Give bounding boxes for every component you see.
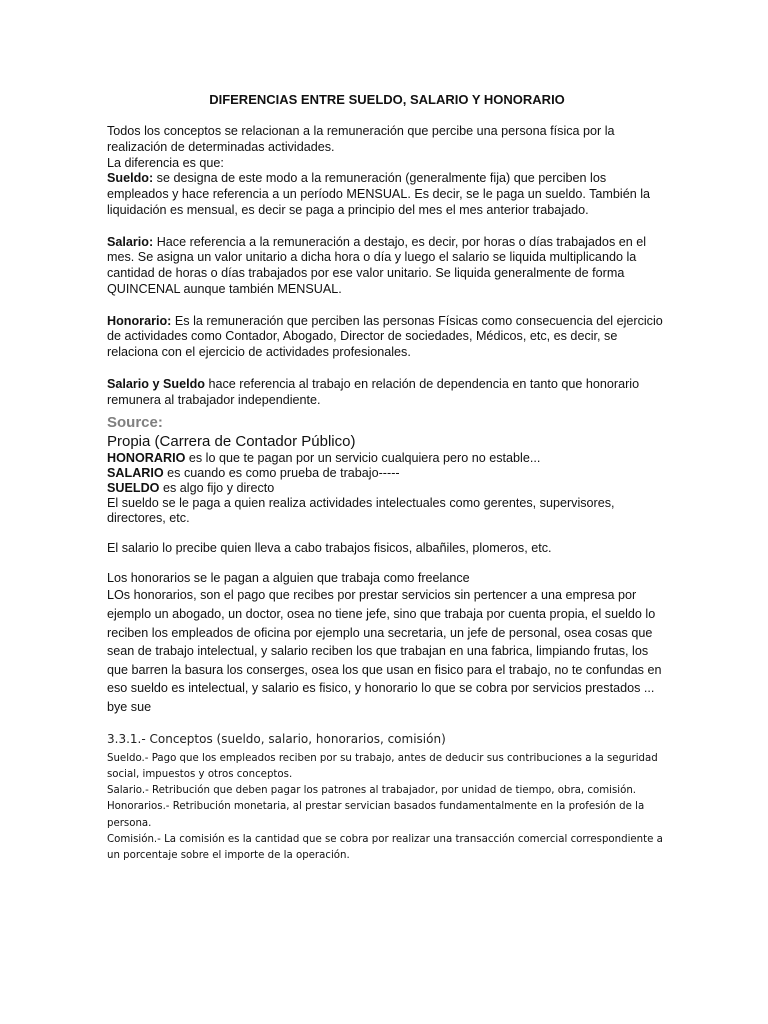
answer-sueldo: [107, 481, 667, 496]
salario-paragraph: [107, 235, 667, 298]
answer-long-text: LOs honorarios, son el pago que recibes por prestar servicios sin pertencer a una empresa por ejemplo un abogado, un doctor, osea no tiene jefe, sino que trabaja por cuenta propia, el sueldo lo reciben los empleados de oficina por ejemplo una secretaria, un jefe de personal, osea cosas que sean de trabajo intelectual, y salario reciben los que trabajan en una fabrica, limpiando frutas, los que barren la basura los conserges, osea los que usan en fisico para el trabajo, no te confundas en eso sueldo es intelectual, y salario es fisico, y honorario lo que se cobra por servicios prestados ... bye sue: [107, 588, 662, 714]
intro-paragraph: Todos los conceptos se relacionan a la remuneración que percibe una persona física por la realización de determinadas actividades.: [107, 124, 615, 154]
honorario-term: Honorario:: [107, 313, 172, 328]
relacion-term: Salario y Sueldo: [107, 376, 205, 391]
source-text: Propia (Carrera de Contador Público): [107, 433, 356, 451]
salario-text: Hace referencia a la remuneración a destajo, es decir, por horas o días trabajados en el mes. Se asigna un valor unitario a dicha hora o día y luego el salario se liquida multiplicando la cantidad de horas o días trabajados por ese valor unitario. Se liquida generalmente de forma QUINCENAL aunque también MENSUAL.: [107, 234, 647, 296]
honorario-text: Es la remuneración que perciben las personas Físicas como consecuencia del ejercicio de actividades como Contador, Abogado, Director de sociedades, Médicos, etc, es decir, se relaciona con el ejercicio de actividades profesionales.: [107, 313, 663, 360]
answer-sueldo-term: SUELDO: [107, 481, 160, 496]
answer-honorarios-line: Los honorarios se le pagan a alguien que trabaja como freelance: [107, 571, 470, 586]
salario-term: Salario:: [107, 234, 154, 249]
section-sueldo: Sueldo.- Pago que los empleados reciben por su trabajo, antes de deducir sus contribuciones a la seguridad social, impuestos y otros conceptos.: [107, 752, 658, 780]
sueldo-term: Sueldo:: [107, 171, 154, 186]
document-title: DIFERENCIAS ENTRE SUELDO, SALARIO Y HONORARIO: [209, 92, 565, 107]
honorario-paragraph: [107, 314, 667, 361]
answer-honorario-term: HONORARIO: [107, 451, 186, 466]
answer-salario-term: SALARIO: [107, 466, 164, 481]
answer-salario-text: es cuando es como prueba de trabajo-----: [163, 466, 400, 481]
answer-salario-line: El salario lo precibe quien lleva a cabo trabajos fisicos, albañiles, plomeros, etc.: [107, 541, 552, 556]
section-salario: Salario.- Retribución que deben pagar los patrones al trabajador, por unidad de tiempo, obra, comisión.: [107, 785, 637, 797]
document-page: [107, 92, 667, 865]
relacion-paragraph: [107, 377, 667, 409]
relacion-text: hace referencia al trabajo en relación de dependencia en tanto que honorario remunera al trabajador independiente.: [107, 376, 640, 407]
answer-honorario: [107, 451, 667, 466]
sueldo-text: se designa de este modo a la remuneración (generalmente fija) que perciben los empleados y hace referencia a un período MENSUAL. Es decir, se le paga un sueldo. También la liquidación es mensual, es decir se paga a principio del mes el mes anterior trabajado.: [107, 171, 651, 217]
answer-sueldo-text: es algo fijo y directo: [159, 481, 275, 496]
sueldo-paragraph: [107, 171, 667, 218]
section-comision: Comisión.- La comisión es la cantidad que se cobra por realizar una transacción comercial correspondiente a un porcentaje sobre el importe de la operación.: [107, 833, 663, 862]
section-heading: 3.3.1.- Conceptos (sueldo, salario, honorarios, comisión): [107, 731, 446, 746]
section-honorarios: Honorarios.- Retribución monetaria, al prestar servician basados fundamentalmente en la profesión de la persona.: [107, 801, 645, 829]
answer-sueldo-line: El sueldo se le paga a quien realiza actividades intelectuales como gerentes, supervisores, directores, etc.: [107, 496, 615, 526]
source-label: Source:: [107, 414, 163, 432]
intro-difference: La diferencia es que:: [107, 155, 224, 170]
answer-honorario-text: es lo que te pagan por un servicio cualquiera pero no estable...: [185, 451, 541, 466]
answer-salario: [107, 466, 667, 481]
